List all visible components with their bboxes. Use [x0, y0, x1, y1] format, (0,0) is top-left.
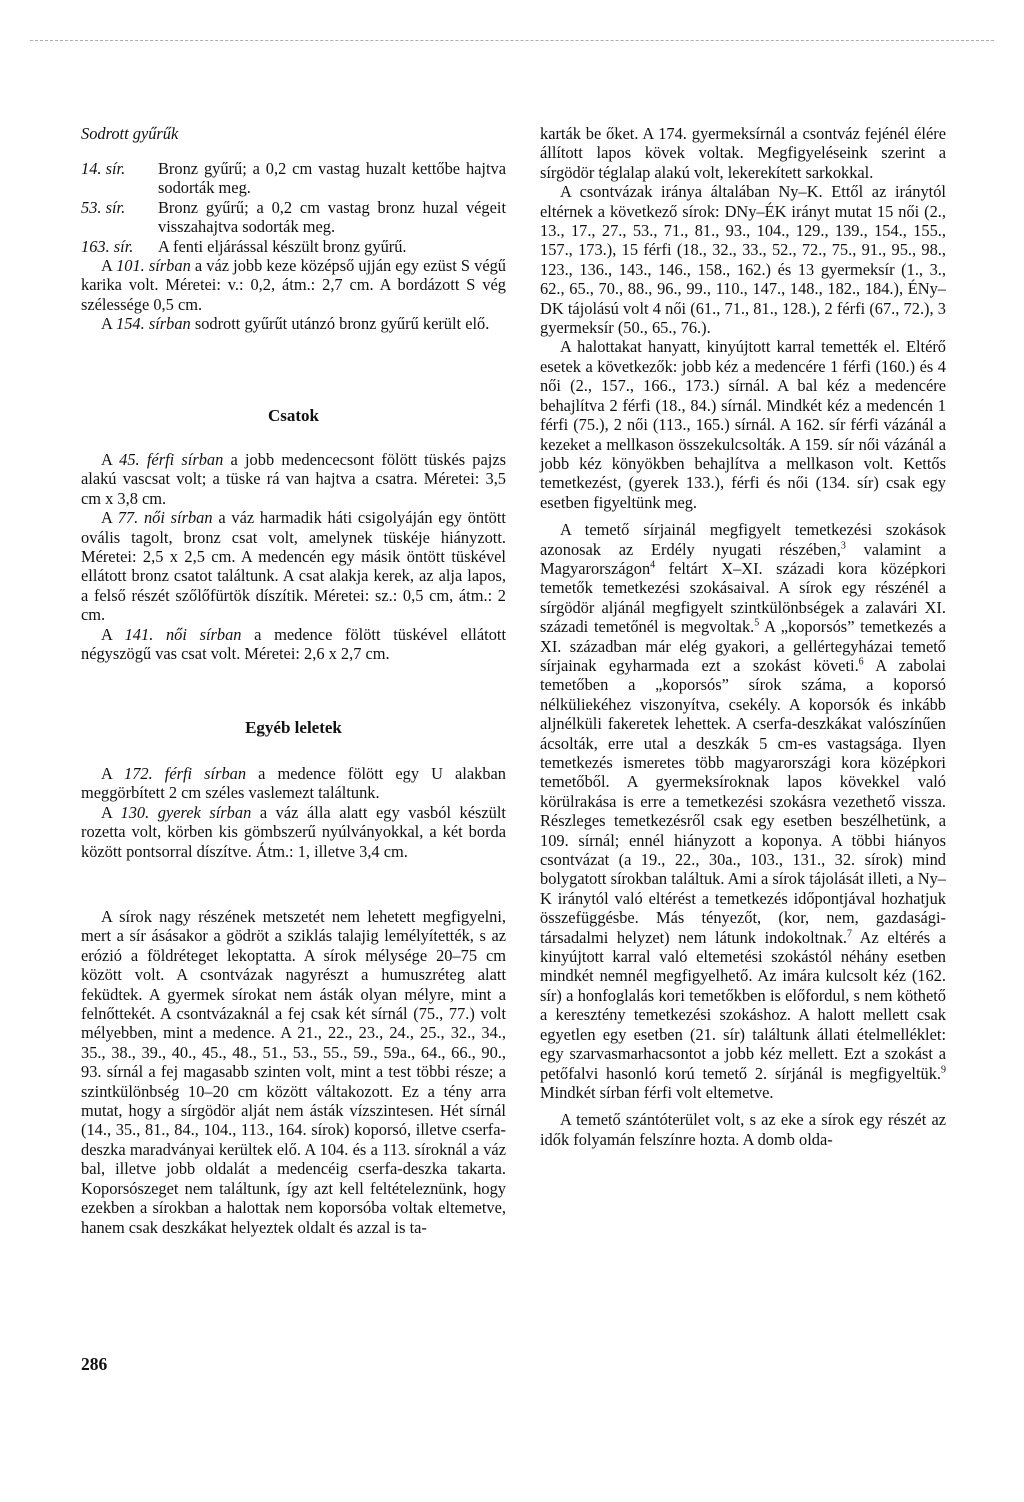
list-item-text: Bronz gyűrű; a 0,2 cm vastag huzalt kettőbe hajtva sodorták meg. [158, 159, 506, 198]
paragraph: A 154. sírban sodrott gyűrűt utánzó bronz gyűrű került elő. [101, 314, 490, 334]
grave-list [81, 159, 506, 334]
list-item-text: A fenti eljárással készült bronz gyűrű. [158, 236, 407, 256]
list-item [81, 237, 506, 256]
footnote-ref: 6 [858, 656, 864, 668]
list-item [81, 159, 506, 198]
egyeb-leletek-section [81, 764, 506, 861]
section-heading-egyeb-leletek: Egyéb leletek [245, 718, 342, 737]
paragraph: A 45. férfi sírban a jobb medencecsont fölött tüskés pajzs alakú vascsat volt; a tüske rá van hajtva a csatra. Méretei: 3,5 cm x 3,8 cm. [81, 450, 506, 508]
list-item-text: Bronz gyűrű; a 0,2 cm vastag bronz huzal végeit visszahajtva sodorták meg. [158, 197, 506, 237]
paragraph: A sírok nagy részének metszetét nem lehetett megfigyelni, mert a sír ásásakor a gödröt a sziklás talajig lemélyítették, s az erózió a földréteget lekoptatta. A sírok mélysége 20–75 cm között volt. A csontvázak nagyrészt a humuszréteg alatt feküdtek. A gyermek sírokat nem ásták olyan mélyre, mint a felnőttekét. A csontvázaknál a fej csak két sírnál (75., 77.) volt mélyebben, mint a medence. A 21., 22., 23., 24., 25., 32., 34., 35., 38., 39., 40., 45., 48., 51., 53., 55., 59., 59a., 64., 66., 90., 93. sírnál a fej magasabb szinten volt, mint a test többi része; a szintkülönbség 10–20 cm között váltakozott. Ez a tény arra mutat, hogy a sírgödör alját nem ásták vízszintesen. Hét sírnál (14., 35., 81., 84., 104., 113., 164. sírok) koporsó, illetve cserfa-deszka maradványai kerültek elő. A 104. és a 113. síroknál a váz bal, illetve jobb oldalát a medencéig cserfa-deszka takarta. Koporsószeget nem találtunk, így azt kell feltételeznünk, hogy ezekben a sírokban a halottak nem koporsóba voltak eltemetve, hanem csak deszkákat helyeztek oldalt és azzal is ta- [81, 907, 506, 1237]
right-column-text [540, 124, 946, 1149]
footnote-ref: 7 [846, 928, 852, 940]
paragraph: karták be őket. A 174. gyermeksírnál a csontváz fejénél élére állított lapos kövek voltak. Megfigyeléseink szerint a sírgödör téglalap alakú volt, lekerekített sarkokkal. [540, 124, 946, 182]
scan-top-rule [30, 40, 994, 41]
paragraph: A temető sírjainál megfigyelt temetkezési szokások azonosak az Erdély nyugati részében,$^3$ valamint a Magyarországon$^4$ feltárt X–XI. századi kora középkori temetők temetkezési szokásaival. A sírok egy részénél a sírgödör aljánál megfigyelt szintkülönbségek a zalavári XI. századi temetőnél is megvoltak.$^5$ A „koporsós” temetkezés a XI. században már elég gyakori, a gellértegyházai temető sírjainak egyharmada ezt a szokást követi.$^6$ A zabolai temetőben a „koporsós” sírok száma, a koporsó nélküliekéhez viszonyítva, csekély. A koporsók és inkább aljnélküli fakeretek lehettek. A cserfa-deszkákat valószínűen ácsolták, erre utal a deszkák 5 cm-es vastagsága. Ilyen temetkezés ismeretes több magyarországi kora középkori temetőből. A gyermeksíroknak lapos kövekkel való körülrakása is erre a temetkezési szokásra vezethető vissza. Részleges temetkezésről csak egy esetben beszélhetünk, a 109. sírnál; ennél hiányzott a koponya. A többi hiányos csontvázat (a 19., 22., 30a., 103., 131., 32. sírok) mind bolygatott sírokban találtuk. Ami a sírok tájolását illeti, a Ny–K iránytól való eltérést a temetkezés időpontjával hozhatjuk összefüggésbe. Más tényezőt, (kor, nem, gazdasági-társadalmi helyzet) nem látunk indokoltnak.$^7$ Az eltérés a kinyújtott karral való eltemetési szokástól néhány esetben mindkét nemnél megfigyelhető. Az imára kulcsolt kéz (162. sír) a honfoglalás kori temetőkben is előfordul, s nem köthető a keresztény temetkezési szokáshoz. A halott mellett csak egyetlen egy esetben (21. sír) találtunk állati ételmelléklet: egy szarvasmarhacsontot a jobb kéz mellett. Ezt a szokást a petőfalvi hasonló korú temető 2. sírjánál is megfigyeltük.$^9$ Mindkét sírban férfi volt eltemetve. [540, 520, 946, 1102]
paragraph: A 141. női sírban a medence fölött tüskével ellátott négyszögű vas csat volt. Méretei: 2,6 x 2,7 cm. [81, 624, 506, 664]
paragraph: A csontvázak iránya általában Ny–K. Ettől az iránytól eltérnek a következő sírok: DNy–ÉK irányt mutat 15 női (2., 13., 17., 27., 53., 71., 81., 93., 104., 129., 139., 154., 155., 157., 173.), 15 férfi (18., 32., 33., 52., 72., 75., 91., 95., 98., 123., 136., 143., 146., 158., 162.) és 13 gyermeksír (1., 3., 62., 65., 70., 88., 96., 99., 110., 147., 148., 182., 184.), ÉNy–DK tájolású volt 4 női (61., 71., 81., 128.), 2 férfi (67., 72.), 3 gyermeksír (50., 65., 76.). [540, 182, 946, 338]
footnote-ref: 5 [754, 617, 760, 629]
footnote-ref: 4 [650, 559, 656, 571]
list-item-label: 163. sír. [81, 236, 134, 256]
list-item [81, 198, 506, 237]
list-item-label: 14. sír. [81, 159, 126, 178]
paragraph: A 77. női sírban a váz harmadik háti csigolyáján egy öntött ovális tagolt, bronz csat volt, amelynek tüskéje hiányzott. Méretei: 2,5 x 2,5 cm. A medencén egy másik öntött tüskével ellátott bronz csatot találtunk. A csat alakja kerek, az alja lapos, a felső részét szőlőfürtök díszítik. Méretei: sz.: 0,5 cm, átm.: 2 cm. [81, 508, 506, 625]
paragraph: A halottakat hanyatt, kinyújtott karral temették el. Eltérő esetek a következők: jobb kéz a medencére 1 férfi (160.) és 4 női (2., 157., 166., 173.) sírnál. A bal kéz a medencére behajlítva 2 férfi (18., 84.) sírnál. Mindkét kéz a medencén 1 férfi (75.), 2 női (113., 165.) sírnál. A 162. sír férfi vázánál a kezeket a mellkason összekulcsolták. A 159. sír női vázánál a jobb kéz könyökben behajlítva a mellkason volt. Kettős temetkezést, (gyerek 133.), férfi és női (134. sír) csak egy esetben figyeltünk meg. [540, 337, 946, 512]
paragraph: A temető szántóterület volt, s az eke a sírok egy részét az idők folyamán felszínre hozta. A domb olda- [540, 1110, 946, 1149]
footnote-ref: 9 [941, 1064, 946, 1076]
csatok-section [81, 450, 506, 663]
page-number: 286 [81, 1354, 108, 1374]
paragraph: A 130. gyerek sírban a váz álla alatt egy vasból készült rozetta volt, körben kis gömbszerű nyúlványokkal, a két borda között pontsorral díszítve. Átm.: 1, illetve 3,4 cm. [81, 802, 506, 861]
paragraph: A 101. sírban a váz jobb keze középső ujján egy ezüst S végű karika volt. Méretei: v.: 0,2, átm.: 2,7 cm. A bordázott S vég szélessége 0,5 cm. [81, 256, 507, 314]
running-head: Sodrott gyűrűk [81, 124, 179, 143]
section-heading-csatok: Csatok [267, 406, 319, 425]
paragraph: A 172. férfi sírban a medence fölött egy U alakban meggörbített 2 cm széles vaslemezt találtunk. [81, 764, 506, 803]
footnote-ref: 3 [840, 540, 846, 552]
list-item-label: 53. sír. [81, 197, 126, 217]
